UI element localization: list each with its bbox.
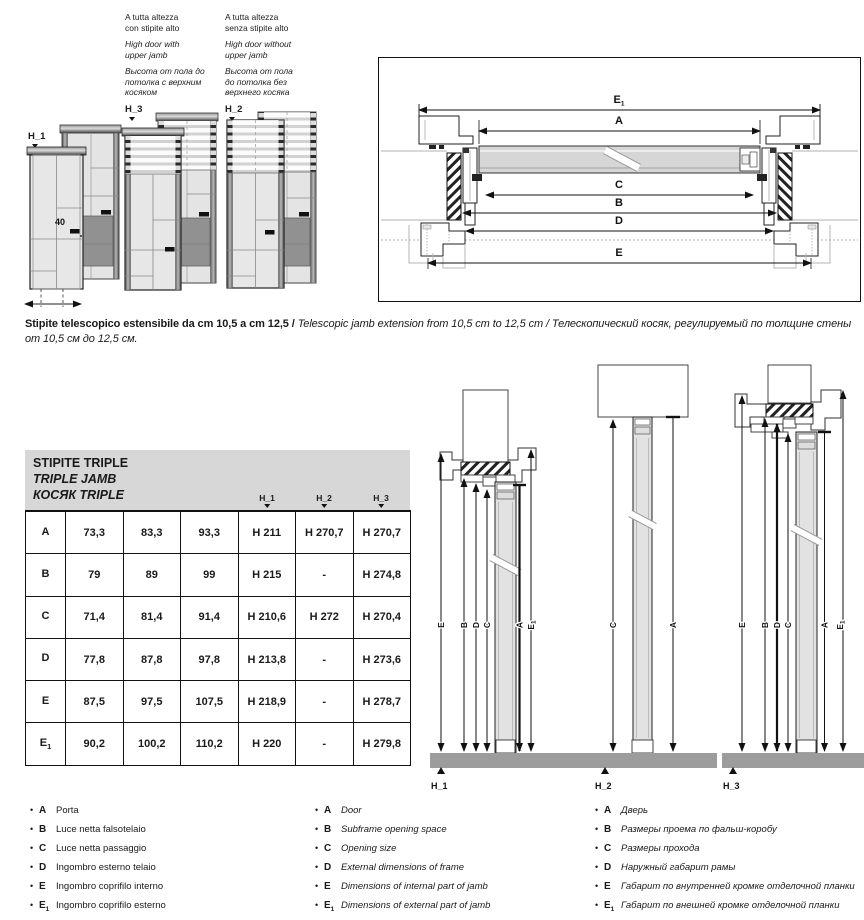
cell: H 278,7 (353, 681, 411, 723)
cell: 99 (181, 554, 239, 596)
cell: H 213,8 (238, 638, 296, 680)
table-row (26, 511, 411, 554)
cell: 81,4 (123, 596, 181, 638)
spec-table-section (25, 450, 410, 766)
door-elevations-illustration (15, 98, 345, 316)
legend-item: • B Subframe opening space (315, 823, 447, 835)
dim-label-e: E (737, 622, 747, 628)
dimension-table (25, 510, 411, 766)
cell: 71,4 (66, 596, 124, 638)
door-handle (265, 230, 275, 235)
legend-item: • $E_1$ Ingombro coprifilo esterno (30, 899, 166, 913)
cell: 83,3 (123, 511, 181, 554)
cell: 77,8 (66, 638, 124, 680)
cross-section-frame (378, 57, 861, 302)
dim-label-a: A (514, 621, 525, 629)
cell: 73,3 (66, 511, 124, 554)
section-label-h2: H_2 (595, 781, 612, 791)
door-handle (165, 247, 175, 252)
cell: H 270,7 (296, 511, 354, 554)
table-title-en: TRIPLE JAMB (33, 472, 117, 486)
row-label: D (26, 638, 66, 680)
legend-item: • A Дверь (595, 805, 649, 816)
note-line: потолка с верхним (125, 76, 202, 87)
cell: H 272 (296, 596, 354, 638)
floor-bar (430, 753, 602, 768)
section-label-h1: H_1 (431, 781, 448, 791)
legend-item: • D External dimensions of frame (315, 861, 465, 873)
cell: H 211 (238, 511, 296, 554)
vertical-section-h2 (595, 365, 717, 791)
up-triangle-icon (729, 767, 737, 774)
note-line: upper jamb (125, 49, 168, 60)
dim-label-e1: E1 (835, 620, 847, 630)
note-line: High door with (125, 39, 180, 49)
legend-item: • B Luce netta falsotelaio (30, 823, 146, 835)
legend-item: • D Ingombro esterno telaio (30, 861, 156, 873)
legend-item: • C Размеры прохода (595, 842, 700, 854)
cell: 110,2 (181, 723, 239, 765)
note-line: косяком (125, 87, 158, 97)
cell: H 270,7 (353, 511, 411, 554)
col-header-h3: H_3 (373, 493, 389, 508)
caption-translations: Telescopic jamb extension from 10,5 cm to 12,5 cm / Телескопический косяк, регулируемый по толщине стены от 10,5 см до 12,5 см. (25, 318, 852, 345)
dim-label-a: A (615, 115, 623, 127)
dim-label-c: C (482, 621, 492, 629)
down-triangle-icon (378, 504, 384, 508)
cell: - (296, 554, 354, 596)
table-row (26, 681, 411, 723)
stile-width-dimension: 40 (54, 217, 66, 227)
dim-label-b: B (459, 621, 469, 629)
caption-italian: Stipite telescopico estensibile da cm 10,5 a cm 12,5 / (25, 318, 298, 330)
cell: 93,3 (181, 511, 239, 554)
door-group-h2 (227, 112, 316, 288)
legend-russian (595, 806, 860, 920)
dim-label-e: E (615, 247, 623, 259)
note-line: Высота от пола до (125, 66, 205, 76)
legend-item: • E Ingombro coprifilo interno (30, 880, 164, 892)
legend-item: • C Luce netta passaggio (30, 842, 147, 854)
jamb-cross-section-diagram (379, 58, 860, 301)
legend-item: • $E_1$ Dimensions of external part of jamb (315, 899, 491, 913)
cell: 100,2 (123, 723, 181, 765)
cell: 107,5 (181, 681, 239, 723)
cell: - (296, 638, 354, 680)
row-label: E (26, 681, 66, 723)
note-line: senza stipite alto (225, 22, 289, 33)
h2-marker: H_2 (225, 105, 325, 122)
note-line: High door without (225, 39, 292, 49)
dim-label-a: A (668, 621, 678, 629)
note-line: до потолка без (225, 76, 287, 87)
cell: H 270,4 (353, 596, 411, 638)
table-title-block (25, 450, 410, 510)
dim-label-e1: E1 (526, 620, 538, 630)
cell: H 220 (238, 723, 296, 765)
vertical-section-h1 (430, 390, 602, 791)
cell: H 210,6 (238, 596, 296, 638)
table-row (26, 638, 411, 680)
h1-marker: H_1 (28, 131, 45, 148)
up-triangle-icon (437, 767, 445, 774)
legend-item: • A Door (315, 805, 362, 816)
legend-item: • E Габарит по внутренней кромке отделочной планки (595, 880, 855, 892)
vertical-section-h3 (722, 365, 864, 791)
cell: 87,8 (123, 638, 181, 680)
telescopic-jamb-caption (25, 317, 858, 346)
dim-label-d: D (772, 621, 782, 629)
note-line: Высота от пола (225, 66, 293, 76)
col-header-h2: H_2 (316, 493, 332, 508)
dim-label-a: A (819, 621, 830, 629)
legend-item: • B Размеры проема по фальш-коробу (595, 823, 777, 835)
dim-label-d: D (471, 621, 481, 629)
legend-item: • C Opening size (315, 842, 397, 854)
note-line: A tutta altezza (225, 12, 279, 22)
up-triangle-icon (601, 767, 609, 774)
legend-item: • E Dimensions of internal part of jamb (315, 880, 488, 892)
dim-label-d: D (615, 215, 623, 227)
cell: H 273,6 (353, 638, 411, 680)
down-triangle-icon (321, 504, 327, 508)
dim-label-b: B (760, 621, 770, 629)
legend-item: • $E_1$ Габарит по внешней кромке отделочной планки (595, 899, 840, 913)
cell: H 274,8 (353, 554, 411, 596)
cell: 97,5 (123, 681, 181, 723)
table-title-ru: КОСЯК TRIPLE (33, 488, 124, 502)
dim-label-b: B (615, 197, 623, 209)
legend-italian (30, 806, 315, 920)
dim-label-c: C (783, 621, 793, 629)
table-row (26, 554, 411, 596)
table-title-it: STIPITE TRIPLE (33, 456, 129, 470)
row-label: C (26, 596, 66, 638)
note-line: con stipite alto (125, 22, 180, 33)
cell: 90,2 (66, 723, 124, 765)
down-triangle-icon (264, 504, 270, 508)
cell: - (296, 723, 354, 765)
floor-bar (595, 753, 717, 768)
dim-label-e1: $E_1$ (613, 94, 625, 108)
left-jamb-profile (409, 104, 499, 269)
cell: H 215 (238, 554, 296, 596)
note-line: upper jamb (225, 49, 268, 60)
door-group-h3 (122, 113, 218, 290)
cell: - (296, 681, 354, 723)
table-row (26, 723, 411, 765)
cell: 79 (66, 554, 124, 596)
h3-marker: H_3 (125, 105, 225, 122)
cell: H 279,8 (353, 723, 411, 765)
cell: H 218,9 (238, 681, 296, 723)
note-line: верхнего косяка (225, 87, 290, 97)
cell: 97,8 (181, 638, 239, 680)
row-label: B (26, 554, 66, 596)
legend-item: • D Наружный габарит рамы (595, 861, 736, 873)
dim-label-c: C (615, 179, 623, 191)
cell: 89 (123, 554, 181, 596)
door-group-h1 (25, 125, 121, 307)
col-header-h1: H_1 (259, 493, 275, 508)
row-label: $E_1$ (26, 723, 66, 765)
door-handle (70, 229, 80, 234)
cell: 87,5 (66, 681, 124, 723)
vertical-sections-diagram (420, 360, 864, 804)
section-label-h3: H_3 (723, 781, 740, 791)
cell: 91,4 (181, 596, 239, 638)
note-line: A tutta altezza (125, 12, 179, 22)
table-row (26, 596, 411, 638)
dim-label-c: C (608, 621, 618, 629)
floor-bar (722, 753, 864, 768)
dim-label-e: E (436, 622, 446, 628)
legend-english (315, 806, 600, 920)
legend-item: • A Porta (30, 805, 79, 816)
row-label: A (26, 511, 66, 554)
